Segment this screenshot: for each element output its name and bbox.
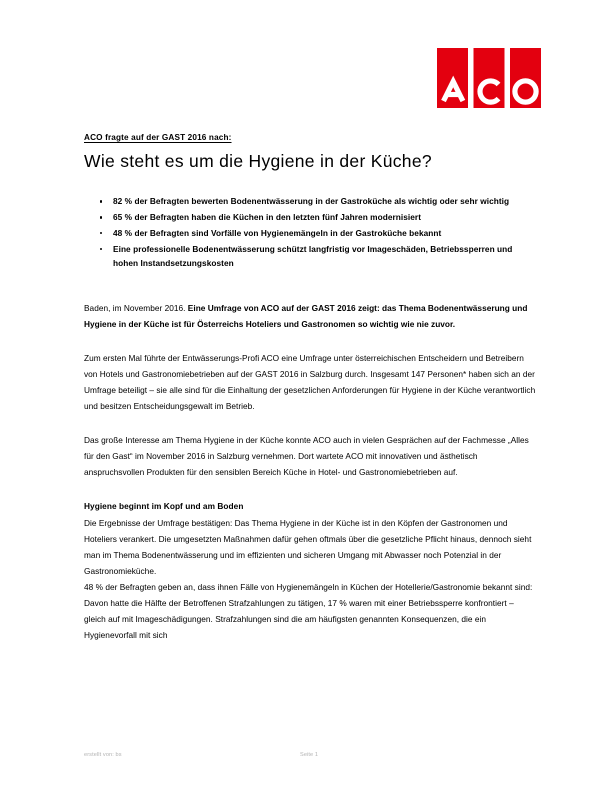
- key-findings-list: [84, 194, 536, 271]
- bullet-icon: [100, 216, 102, 218]
- section-subheading: Hygiene beginnt im Kopf und am Boden: [84, 500, 244, 511]
- aco-logo: [437, 48, 541, 108]
- dateline: Baden, im November 2016.: [84, 303, 186, 314]
- body-paragraph-4: 48 % der Befragten geben an, dass ihnen Fälle von Hygienemängeln in Küchen der Hotellerie/Gastronomie bekannt sind: Davon hatte die Hälfte der Betroffenen Strafzahlungen zu tätigen, 17 % waren mit einer Betriebssperre konfrontiert – gleich auf mit Imageschädigungen. Strafzahlungen sind die am häufigsten genannten Konsequenzen, die ein Hygienevorfall mit sich: [84, 581, 533, 640]
- bullet-icon: [100, 200, 102, 202]
- page-title: Wie steht es um die Hygiene in der Küche?: [84, 151, 432, 172]
- footer-author: erstellt von: bs: [84, 752, 122, 758]
- lead-paragraph: [84, 301, 536, 333]
- footer-page-number: Seite 1: [300, 752, 319, 758]
- list-item: [84, 210, 536, 225]
- bullet-icon: [100, 248, 102, 250]
- list-item-label: 48 % der Befragten sind Vorfälle von Hygienemängeln in der Gastroküche bekannt: [113, 227, 442, 238]
- list-item-label: 82 % der Befragten bewerten Bodenentwässerung in der Gastroküche als wichtig oder sehr wichtig: [113, 196, 510, 207]
- list-item: [84, 226, 536, 241]
- body-paragraph-1: Zum ersten Mal führte der Entwässerungs-Profi ACO eine Umfrage unter österreichischen Entscheidern und Betreibern von Hotels und Gastronomiebetrieben auf der GAST 2016 in Salzburg durch. Insgesamt 147 Personen* haben sich an der Umfrage beteiligt – sie alle sind für die Einhaltung der gesetzlichen Anforderungen für Hygiene in der Küche verantwortlich und besitzen Entscheidungsgewalt im Betrieb.: [84, 353, 536, 411]
- list-item: [84, 242, 536, 272]
- bullet-icon: [100, 232, 102, 234]
- list-item: [84, 194, 536, 209]
- body-paragraph-3: Die Ergebnisse der Umfrage bestätigen: Das Thema Hygiene in der Küche ist in den Köpfen der Gastronomen und Hoteliers verankert. Die umgesetzten Maßnahmen dafür gehen oftmals über die gesetzliche Pflicht hinaus, dennoch sieht man im Thema Bodenentwässerung und im effizienten und sicheren Umgang mit Abwasser noch Potenzial in der Gastronomieküche.: [84, 518, 532, 577]
- list-item-label: 65 % der Befragten haben die Küchen in den letzten fünf Jahren modernisiert: [113, 212, 422, 223]
- document-content: [84, 133, 536, 644]
- list-item-label: Eine professionelle Bodenentwässerung schützt langfristig vor Imageschäden, Betriebssperren und hohen Instandsetzungskosten: [113, 243, 513, 269]
- eyebrow-text: ACO fragte auf der GAST 2016 nach:: [84, 133, 232, 142]
- body-paragraph-2: Das große Interesse am Thema Hygiene in der Küche konnte ACO auch in vielen Gesprächen auf der Fachmesse „Alles für den Gast“ im November 2016 in Salzburg vernehmen. Dort wartete ACO mit innovativen und ästhetisch anspruchsvollen Produkten für den sensiblen Bereich Küche in Hotel- und Gastronomiebetrieben auf.: [84, 434, 529, 477]
- lead-paragraph-text: Eine Umfrage von ACO auf der GAST 2016 zeigt: das Thema Bodenentwässerung und Hygiene in der Küche ist für Österreichs Hoteliers und Gastronomen so wichtig wie nie zuvor.: [84, 303, 528, 330]
